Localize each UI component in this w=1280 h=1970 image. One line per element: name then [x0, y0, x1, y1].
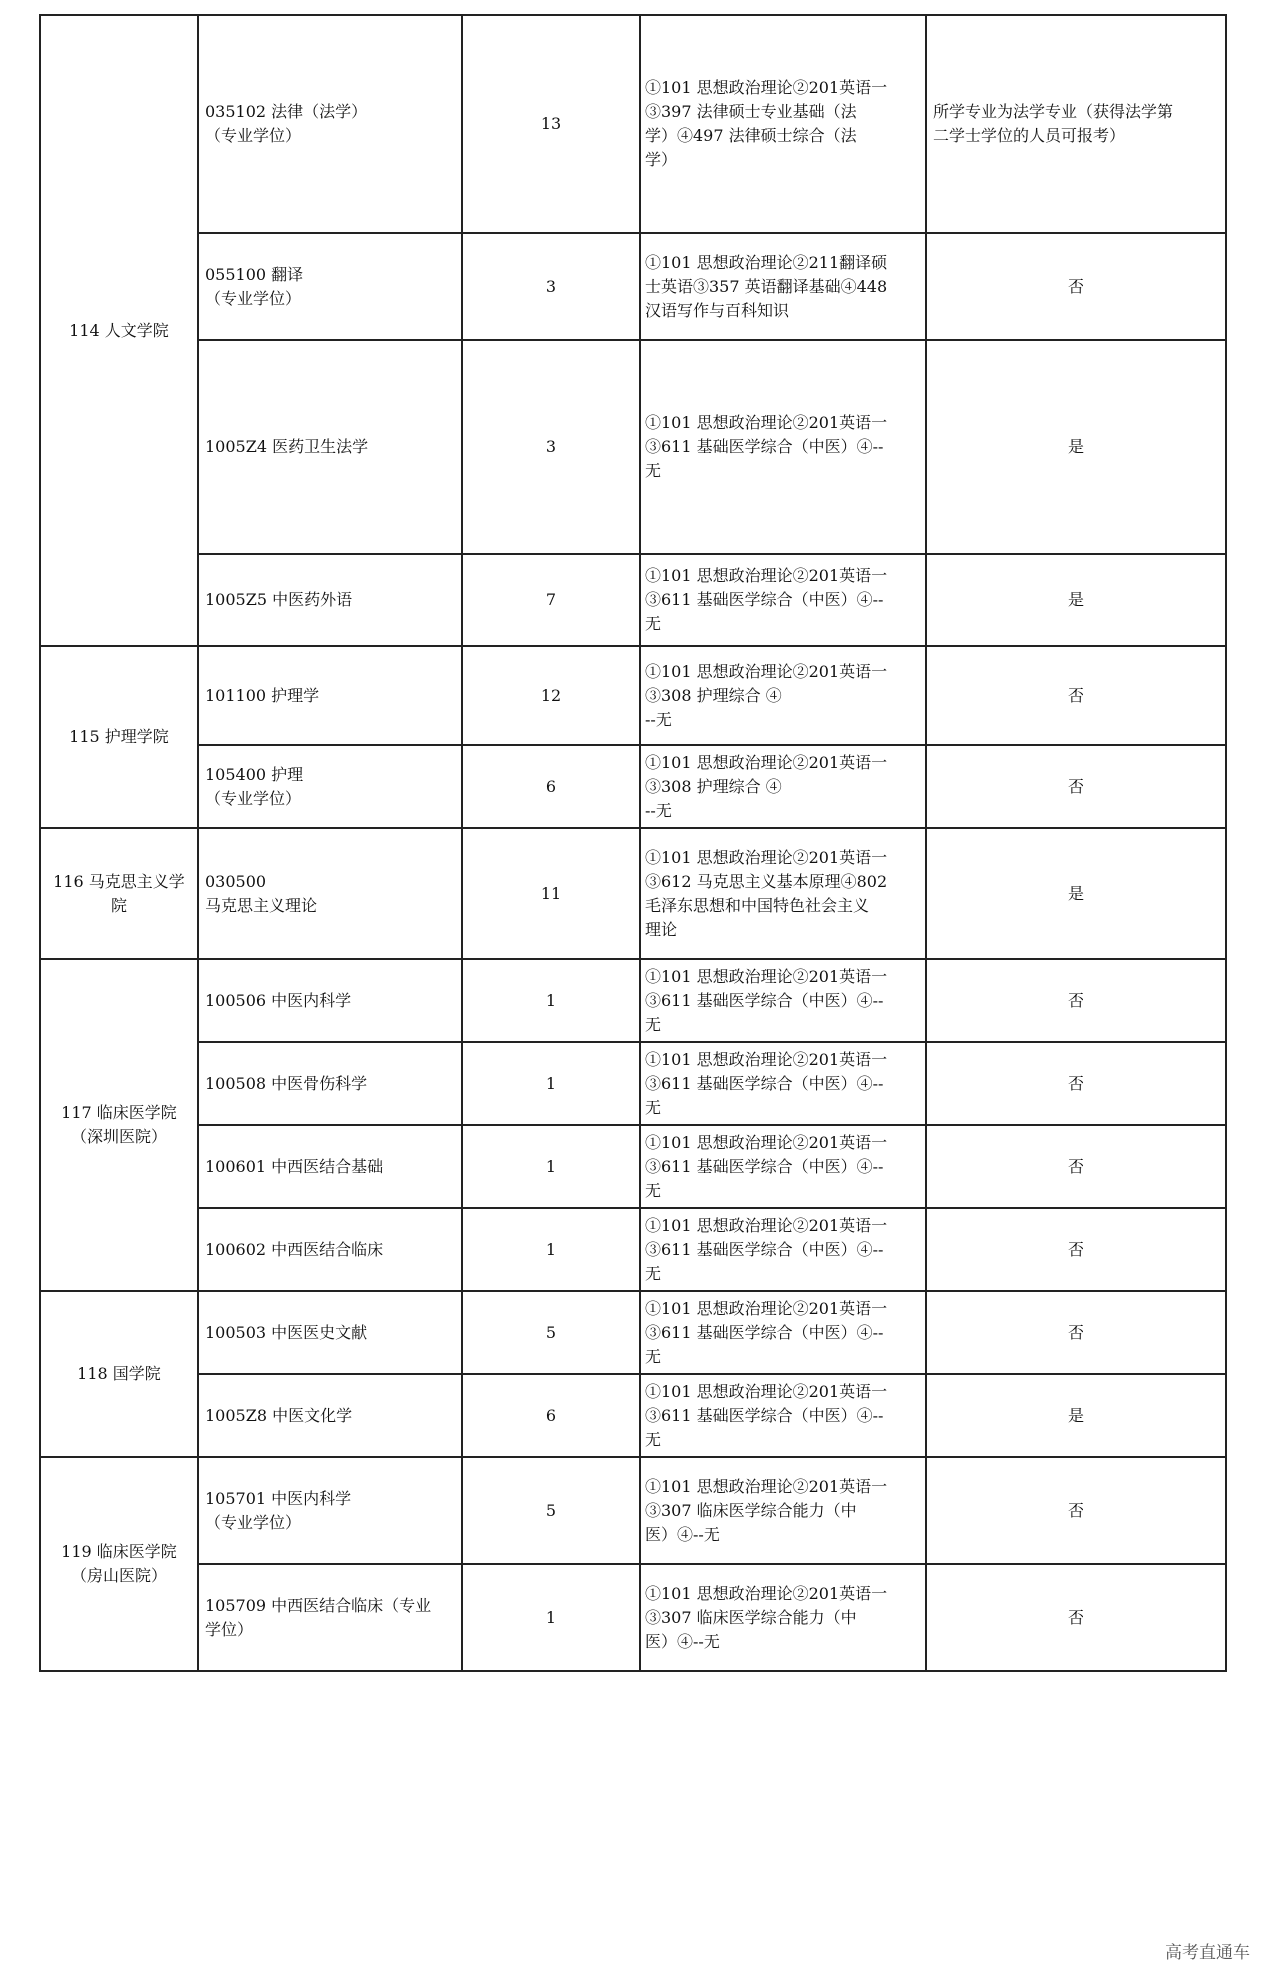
- exam-subjects-cell: ①101 思想政治理论②211翻译硕 士英语③357 英语翻译基础④448 汉语写作与百科知识: [640, 233, 926, 340]
- plan-count-cell: 1: [462, 1208, 640, 1291]
- plan-count-cell: 5: [462, 1457, 640, 1564]
- note-cell: 否: [926, 1564, 1226, 1671]
- table-row: [40, 646, 1226, 745]
- table-row: [40, 1564, 1226, 1671]
- exam-subjects-cell: ①101 思想政治理论②201英语一 ③307 临床医学综合能力（中 医）④--无: [640, 1457, 926, 1564]
- college-cell: 118 国学院: [40, 1291, 198, 1457]
- college-cell: 114 人文学院: [40, 15, 198, 646]
- plan-count-cell: 5: [462, 1291, 640, 1374]
- admission-table: [39, 14, 1227, 1672]
- note-cell: 否: [926, 646, 1226, 745]
- plan-count-cell: 13: [462, 15, 640, 233]
- plan-count-cell: 1: [462, 1125, 640, 1208]
- note-cell: 是: [926, 554, 1226, 646]
- table-row: [40, 233, 1226, 340]
- note-cell: 否: [926, 233, 1226, 340]
- major-cell: 100503 中医医史文献: [198, 1291, 462, 1374]
- plan-count-cell: 3: [462, 233, 640, 340]
- table-row: [40, 1125, 1226, 1208]
- major-cell: 1005Z5 中医药外语: [198, 554, 462, 646]
- note-cell: 否: [926, 1042, 1226, 1125]
- note-cell: 所学专业为法学专业（获得法学第 二学士学位的人员可报考）: [926, 15, 1226, 233]
- exam-subjects-cell: ①101 思想政治理论②201英语一 ③611 基础医学综合（中医）④-- 无: [640, 554, 926, 646]
- major-cell: 100508 中医骨伤科学: [198, 1042, 462, 1125]
- note-cell: 否: [926, 959, 1226, 1042]
- exam-subjects-cell: ①101 思想政治理论②201英语一 ③611 基础医学综合（中医）④-- 无: [640, 959, 926, 1042]
- note-cell: 否: [926, 1125, 1226, 1208]
- exam-subjects-cell: ①101 思想政治理论②201英语一 ③612 马克思主义基本原理④802 毛泽东思想和中国特色社会主义 理论: [640, 828, 926, 959]
- plan-count-cell: 1: [462, 1564, 640, 1671]
- exam-subjects-cell: ①101 思想政治理论②201英语一 ③611 基础医学综合（中医）④-- 无: [640, 1125, 926, 1208]
- college-cell: 117 临床医学院 （深圳医院）: [40, 959, 198, 1291]
- note-cell: 否: [926, 1291, 1226, 1374]
- table-row: [40, 554, 1226, 646]
- plan-count-cell: 7: [462, 554, 640, 646]
- major-cell: 105709 中西医结合临床（专业 学位）: [198, 1564, 462, 1671]
- exam-subjects-cell: ①101 思想政治理论②201英语一 ③611 基础医学综合（中医）④-- 无: [640, 1374, 926, 1457]
- table-row: [40, 1291, 1226, 1374]
- major-cell: 1005Z8 中医文化学: [198, 1374, 462, 1457]
- college-cell: 115 护理学院: [40, 646, 198, 828]
- plan-count-cell: 1: [462, 959, 640, 1042]
- exam-subjects-cell: ①101 思想政治理论②201英语一 ③611 基础医学综合（中医）④-- 无: [640, 340, 926, 554]
- exam-subjects-cell: ①101 思想政治理论②201英语一 ③611 基础医学综合（中医）④-- 无: [640, 1042, 926, 1125]
- major-cell: 100506 中医内科学: [198, 959, 462, 1042]
- major-cell: 105701 中医内科学 （专业学位）: [198, 1457, 462, 1564]
- plan-count-cell: 6: [462, 745, 640, 828]
- table-row: [40, 1042, 1226, 1125]
- major-cell: 030500 马克思主义理论: [198, 828, 462, 959]
- college-cell: 119 临床医学院 （房山医院）: [40, 1457, 198, 1671]
- plan-count-cell: 1: [462, 1042, 640, 1125]
- plan-count-cell: 12: [462, 646, 640, 745]
- major-cell: 105400 护理 （专业学位）: [198, 745, 462, 828]
- major-cell: 1005Z4 医药卫生法学: [198, 340, 462, 554]
- plan-count-cell: 11: [462, 828, 640, 959]
- major-cell: 055100 翻译 （专业学位）: [198, 233, 462, 340]
- major-cell: 100602 中西医结合临床: [198, 1208, 462, 1291]
- note-cell: 是: [926, 1374, 1226, 1457]
- table-row: [40, 340, 1226, 554]
- major-cell: 101100 护理学: [198, 646, 462, 745]
- table-row: [40, 15, 1226, 233]
- note-cell: 是: [926, 340, 1226, 554]
- note-cell: 是: [926, 828, 1226, 959]
- exam-subjects-cell: ①101 思想政治理论②201英语一 ③397 法律硕士专业基础（法 学）④497 法律硕士综合（法 学）: [640, 15, 926, 233]
- table-row: [40, 745, 1226, 828]
- exam-subjects-cell: ①101 思想政治理论②201英语一 ③308 护理综合 ④ --无: [640, 745, 926, 828]
- watermark-text: 高考直通车: [1165, 1943, 1250, 1963]
- college-cell: 116 马克思主义学 院: [40, 828, 198, 959]
- table-row: [40, 1208, 1226, 1291]
- plan-count-cell: 6: [462, 1374, 640, 1457]
- table-row: [40, 828, 1226, 959]
- table-row: [40, 959, 1226, 1042]
- major-cell: 100601 中西医结合基础: [198, 1125, 462, 1208]
- exam-subjects-cell: ①101 思想政治理论②201英语一 ③611 基础医学综合（中医）④-- 无: [640, 1208, 926, 1291]
- plan-count-cell: 3: [462, 340, 640, 554]
- note-cell: 否: [926, 1457, 1226, 1564]
- table-row: [40, 1374, 1226, 1457]
- exam-subjects-cell: ①101 思想政治理论②201英语一 ③307 临床医学综合能力（中 医）④--无: [640, 1564, 926, 1671]
- exam-subjects-cell: ①101 思想政治理论②201英语一 ③308 护理综合 ④ --无: [640, 646, 926, 745]
- major-cell: 035102 法律（法学） （专业学位）: [198, 15, 462, 233]
- table-row: [40, 1457, 1226, 1564]
- note-cell: 否: [926, 1208, 1226, 1291]
- exam-subjects-cell: ①101 思想政治理论②201英语一 ③611 基础医学综合（中医）④-- 无: [640, 1291, 926, 1374]
- note-cell: 否: [926, 745, 1226, 828]
